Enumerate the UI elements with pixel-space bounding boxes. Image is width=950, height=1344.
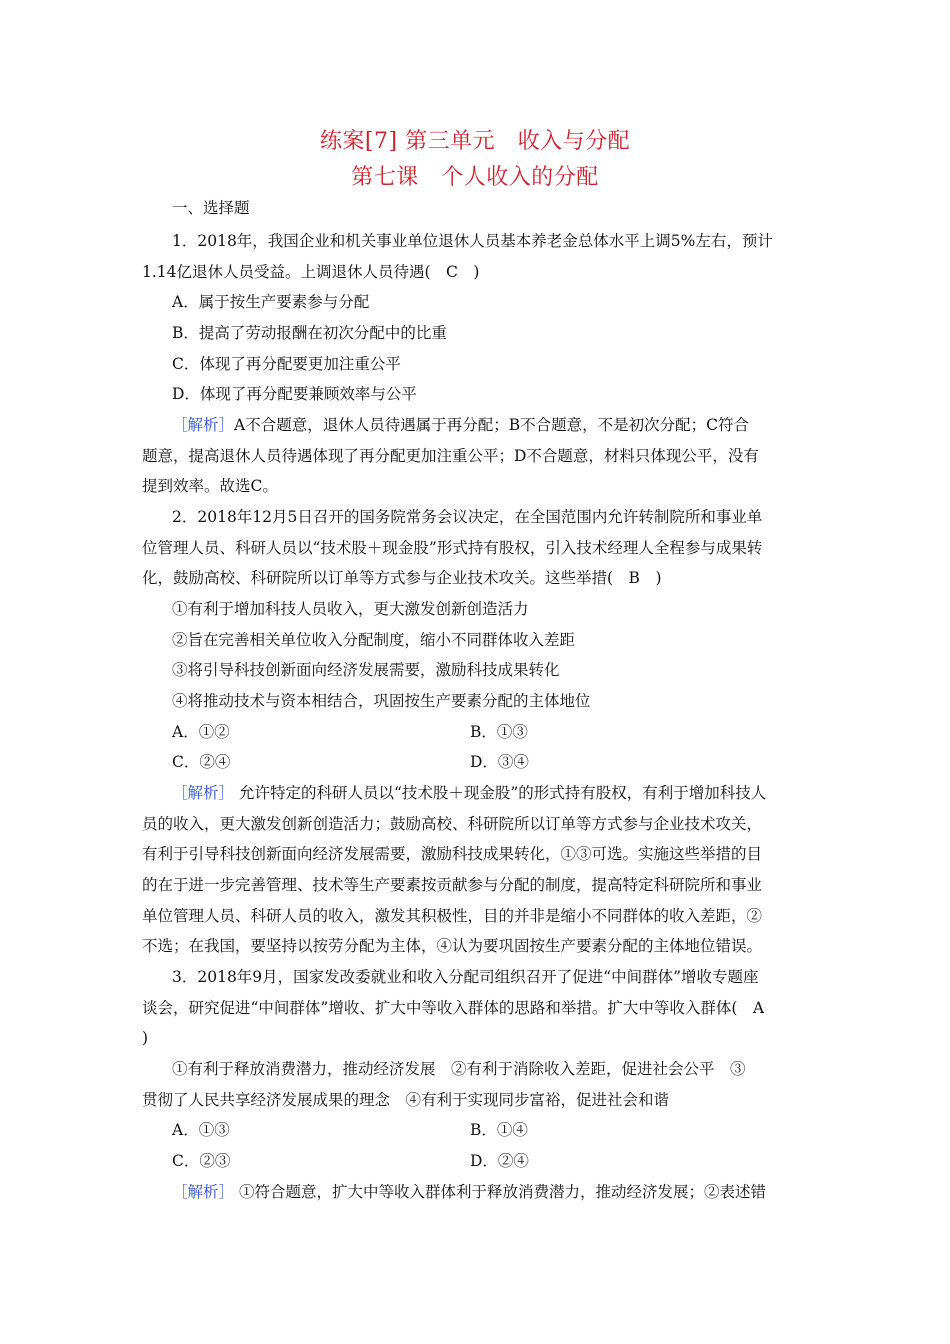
q1-option-d: D．体现了再分配要兼顾效率与公平 [172,385,417,403]
q2-stem-line2: 位管理人员、科研人员以“技术股＋现金股”形式持有股权，引入技术经理人全程参与成果转 [142,539,763,557]
q2-option-b: B．①③ [470,723,528,741]
q3-option-b: B．①④ [470,1121,528,1139]
q2-analysis-line6: 不选；在我国，要坚持以按劳分配为主体，④认为要巩固按生产要素分配的主体地位错误。 [142,937,763,955]
q1-option-b: B．提高了劳动报酬在初次分配中的比重 [172,324,447,342]
q1-option-c: C．体现了再分配要更加注重公平 [172,355,401,373]
q1-analysis-line2: 题意，提高退休人员待遇体现了再分配更加注重公平；D不合题意，材料只体现公平，没有 [142,447,759,465]
q2-analysis-line2: 员的收入，更大激发创新创造活力；鼓励高校、科研院所以订单等方式参与企业技术攻关， [142,815,763,833]
q2-option-a: A．①② [172,723,230,741]
q1-option-a: A．属于按生产要素参与分配 [172,293,370,311]
q2-analysis-text: 允许特定的科研人员以“技术股＋现金股”的形式持有股权，有利于增加科技人 [238,784,767,802]
q2-analysis-line3: 有利于引导科技创新面向经济发展需要，激励科技成果转化，①③可选。实施这些举措的目 [142,845,763,863]
q3-option-a: A．①③ [172,1121,230,1139]
q3-stem-line2: 谈会，研究促进“中间群体”增收、扩大中等收入群体的思路和举措。扩大中等收入群体( A [142,999,765,1017]
analysis-label: ［解析］ [172,416,235,434]
q3-items-line2: 贯彻了人民共享经济发展成果的理念 ④有利于实现同步富裕，促进社会和谐 [142,1091,670,1109]
q2-analysis-line4: 的在于进一步完善管理、技术等生产要素按贡献参与分配的制度，提高特定科研院所和事业 [142,876,763,894]
section-heading: 一、选择题 [172,199,250,217]
q1-stem-line1: 1．2018年，我国企业和机关事业单位退休人员基本养老金总体水平上调5%左右，预计 [172,232,773,250]
q1-stem-line2: 1.14亿退休人员受益。上调退休人员待遇( C ) [142,263,480,281]
q2-item-4: ④将推动技术与资本相结合，巩固按生产要素分配的主体地位 [172,692,591,710]
q2-option-d: D．③④ [470,753,529,771]
page-title: 练案[7] 第三单元 收入与分配 [319,129,631,154]
q2-stem-line1: 2．2018年12月5日召开的国务院常务会议决定，在全国范围内允许转制院所和事业单 [172,508,763,526]
q3-items-line1: ①有利于释放消费潜力，推动经济发展 ②有利于消除收入差距，促进社会公平 ③ [172,1060,746,1078]
q3-stem-line3: ) [142,1029,149,1047]
q1-analysis-line3: 提到效率。故选C。 [142,477,278,495]
q3-analysis-line1 [172,1182,766,1202]
analysis-label: ［解析］ [172,1183,235,1201]
q3-stem-line1: 3．2018年9月，国家发改委就业和收入分配司组织召开了促进“中间群体”增收专题座 [172,968,759,986]
page-subtitle: 第七课 个人收入的分配 [351,165,599,190]
analysis-label: ［解析］ [172,784,235,802]
q2-item-3: ③将引导科技创新面向经济发展需要，激励科技成果转化 [172,661,560,679]
q2-analysis-line1 [172,783,766,803]
q2-item-1: ①有利于增加科技人员收入，更大激发创新创造活力 [172,600,529,618]
q3-analysis-text: ①符合题意，扩大中等收入群体利于释放消费潜力，推动经济发展；②表述错 [238,1183,766,1201]
q2-analysis-line5: 单位管理人员、科研人员的收入，激发其积极性，目的并非是缩小不同群体的收入差距，② [142,907,763,925]
q2-stem-line3: 化，鼓励高校、科研院所以订单等方式参与企业技术攻关。这些举措( B ) [142,569,662,587]
q1-analysis-text: A不合题意，退休人员待遇属于再分配；B不合题意，不是初次分配；C符合 [234,416,749,434]
q2-item-2: ②旨在完善相关单位收入分配制度，缩小不同群体收入差距 [172,631,576,649]
q3-option-d: D．②④ [470,1152,529,1170]
q3-option-c: C．②③ [172,1152,231,1170]
q2-option-c: C．②④ [172,753,231,771]
q1-analysis-line1 [172,415,749,435]
